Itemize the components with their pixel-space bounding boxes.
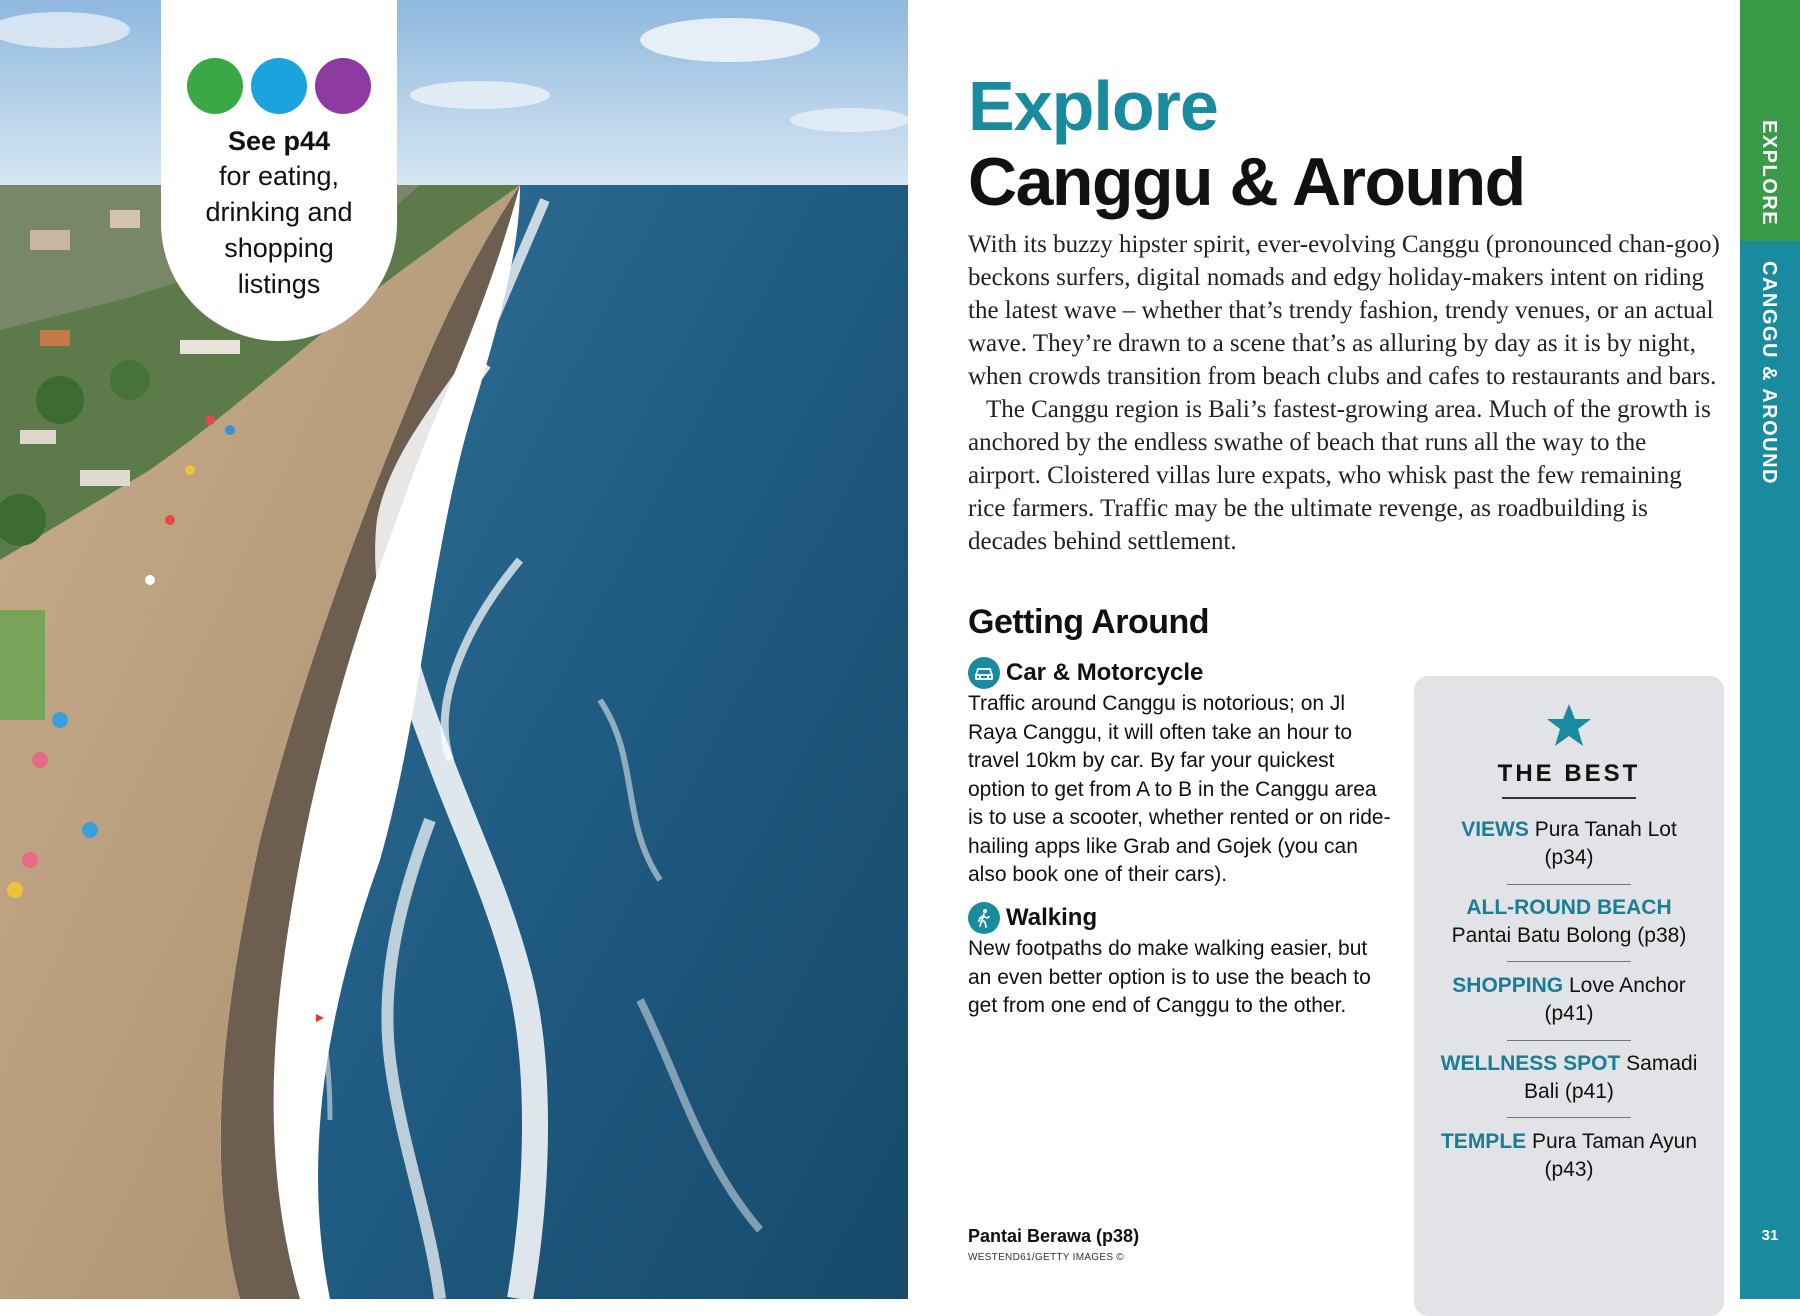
car-motorcycle-body: Traffic around Canggu is notorious; on Jl Raya Canggu, it will often take an hour to travel 10km by car. By far your quickest option to get from A to B in the Canggu area is to use a scooter, whether rented or on ride-hailing apps like Grab and Gojek (you can also book one of their cars). xyxy=(968,692,1391,886)
intro-paragraph-1: With its buzzy hipster spirit, ever-evolving Canggu (pronounced chan-goo) beckons surfers, digital nomads and edgy holiday-makers intent on riding the latest wave – whether that’s trendy fashion, trendy venues, or an actual wave. They’re drawn to a scene that’s as alluring by day as it is by night, when crowds transition from beach clubs and cafes to restaurants and bars. xyxy=(968,231,1720,390)
page-title: Canggu & Around xyxy=(968,144,1525,220)
best-item-temple: TEMPLE Pura Taman Ayun (p43) xyxy=(1440,1130,1698,1181)
best-item-views: VIEWS Pura Tanah Lot (p34) xyxy=(1461,818,1677,869)
divider xyxy=(1507,961,1631,962)
beach-scene-illustration xyxy=(0,0,908,1299)
section-label: Explore xyxy=(968,67,1218,145)
page-number: 31 xyxy=(1761,1227,1779,1244)
best-item-shopping: SHOPPING Love Anchor (p41) xyxy=(1452,974,1686,1025)
title-divider xyxy=(1502,797,1636,799)
shopping-bag-icon xyxy=(315,58,371,114)
badge-description: for eating, drinking and shopping listings xyxy=(205,161,353,299)
photo-caption: Pantai Berawa (p38) xyxy=(968,1226,1140,1246)
wine-glass-icon xyxy=(251,58,307,114)
divider xyxy=(1507,884,1631,885)
star-icon xyxy=(1545,702,1593,748)
divider xyxy=(1507,1117,1631,1118)
pedestrian-icon xyxy=(968,902,1000,934)
divider xyxy=(1507,1040,1631,1041)
getting-around-heading: Getting Around xyxy=(968,603,1210,641)
car-motorcycle-title: Car & Motorcycle xyxy=(1006,659,1204,686)
car-icon xyxy=(968,657,1000,689)
car-motorcycle-section xyxy=(968,656,1393,890)
intro-paragraph-2: The Canggu region is Bali’s fastest-growing area. Much of the growth is anchored by the endless swathe of beach that runs all the way to the airport. Cloistered villas lure expats, who whisk past the few remaining rice farmers. Traffic may be the ultimate revenge, as roadbuilding is decades behind settlement. xyxy=(968,396,1711,555)
chapter-tab-label: CANGGU & AROUND xyxy=(1758,261,1780,485)
badge-page-ref: See p44 xyxy=(227,126,331,156)
photo-credit: WESTEND61/GETTY IMAGES © xyxy=(968,1252,1125,1263)
walking-body: New footpaths do make walking easier, but an even better option is to use the beach to get from one end of Canggu to the other. xyxy=(968,937,1371,1017)
walking-title: Walking xyxy=(1006,904,1098,931)
best-item-beach: ALL-ROUND BEACH Pantai Batu Bolong (p38) xyxy=(1451,896,1687,947)
best-item-wellness: WELLNESS SPOT Samadi Bali (p41) xyxy=(1440,1052,1698,1103)
the-best-box xyxy=(1414,676,1724,1316)
intro-text xyxy=(968,228,1720,558)
walking-section xyxy=(968,901,1393,1021)
see-listings-badge xyxy=(161,0,397,341)
utensils-icon xyxy=(187,58,243,114)
beach-aerial-photo xyxy=(0,0,908,1299)
the-best-title: THE BEST xyxy=(1497,760,1641,787)
section-tab-label: EXPLORE xyxy=(1758,120,1780,227)
